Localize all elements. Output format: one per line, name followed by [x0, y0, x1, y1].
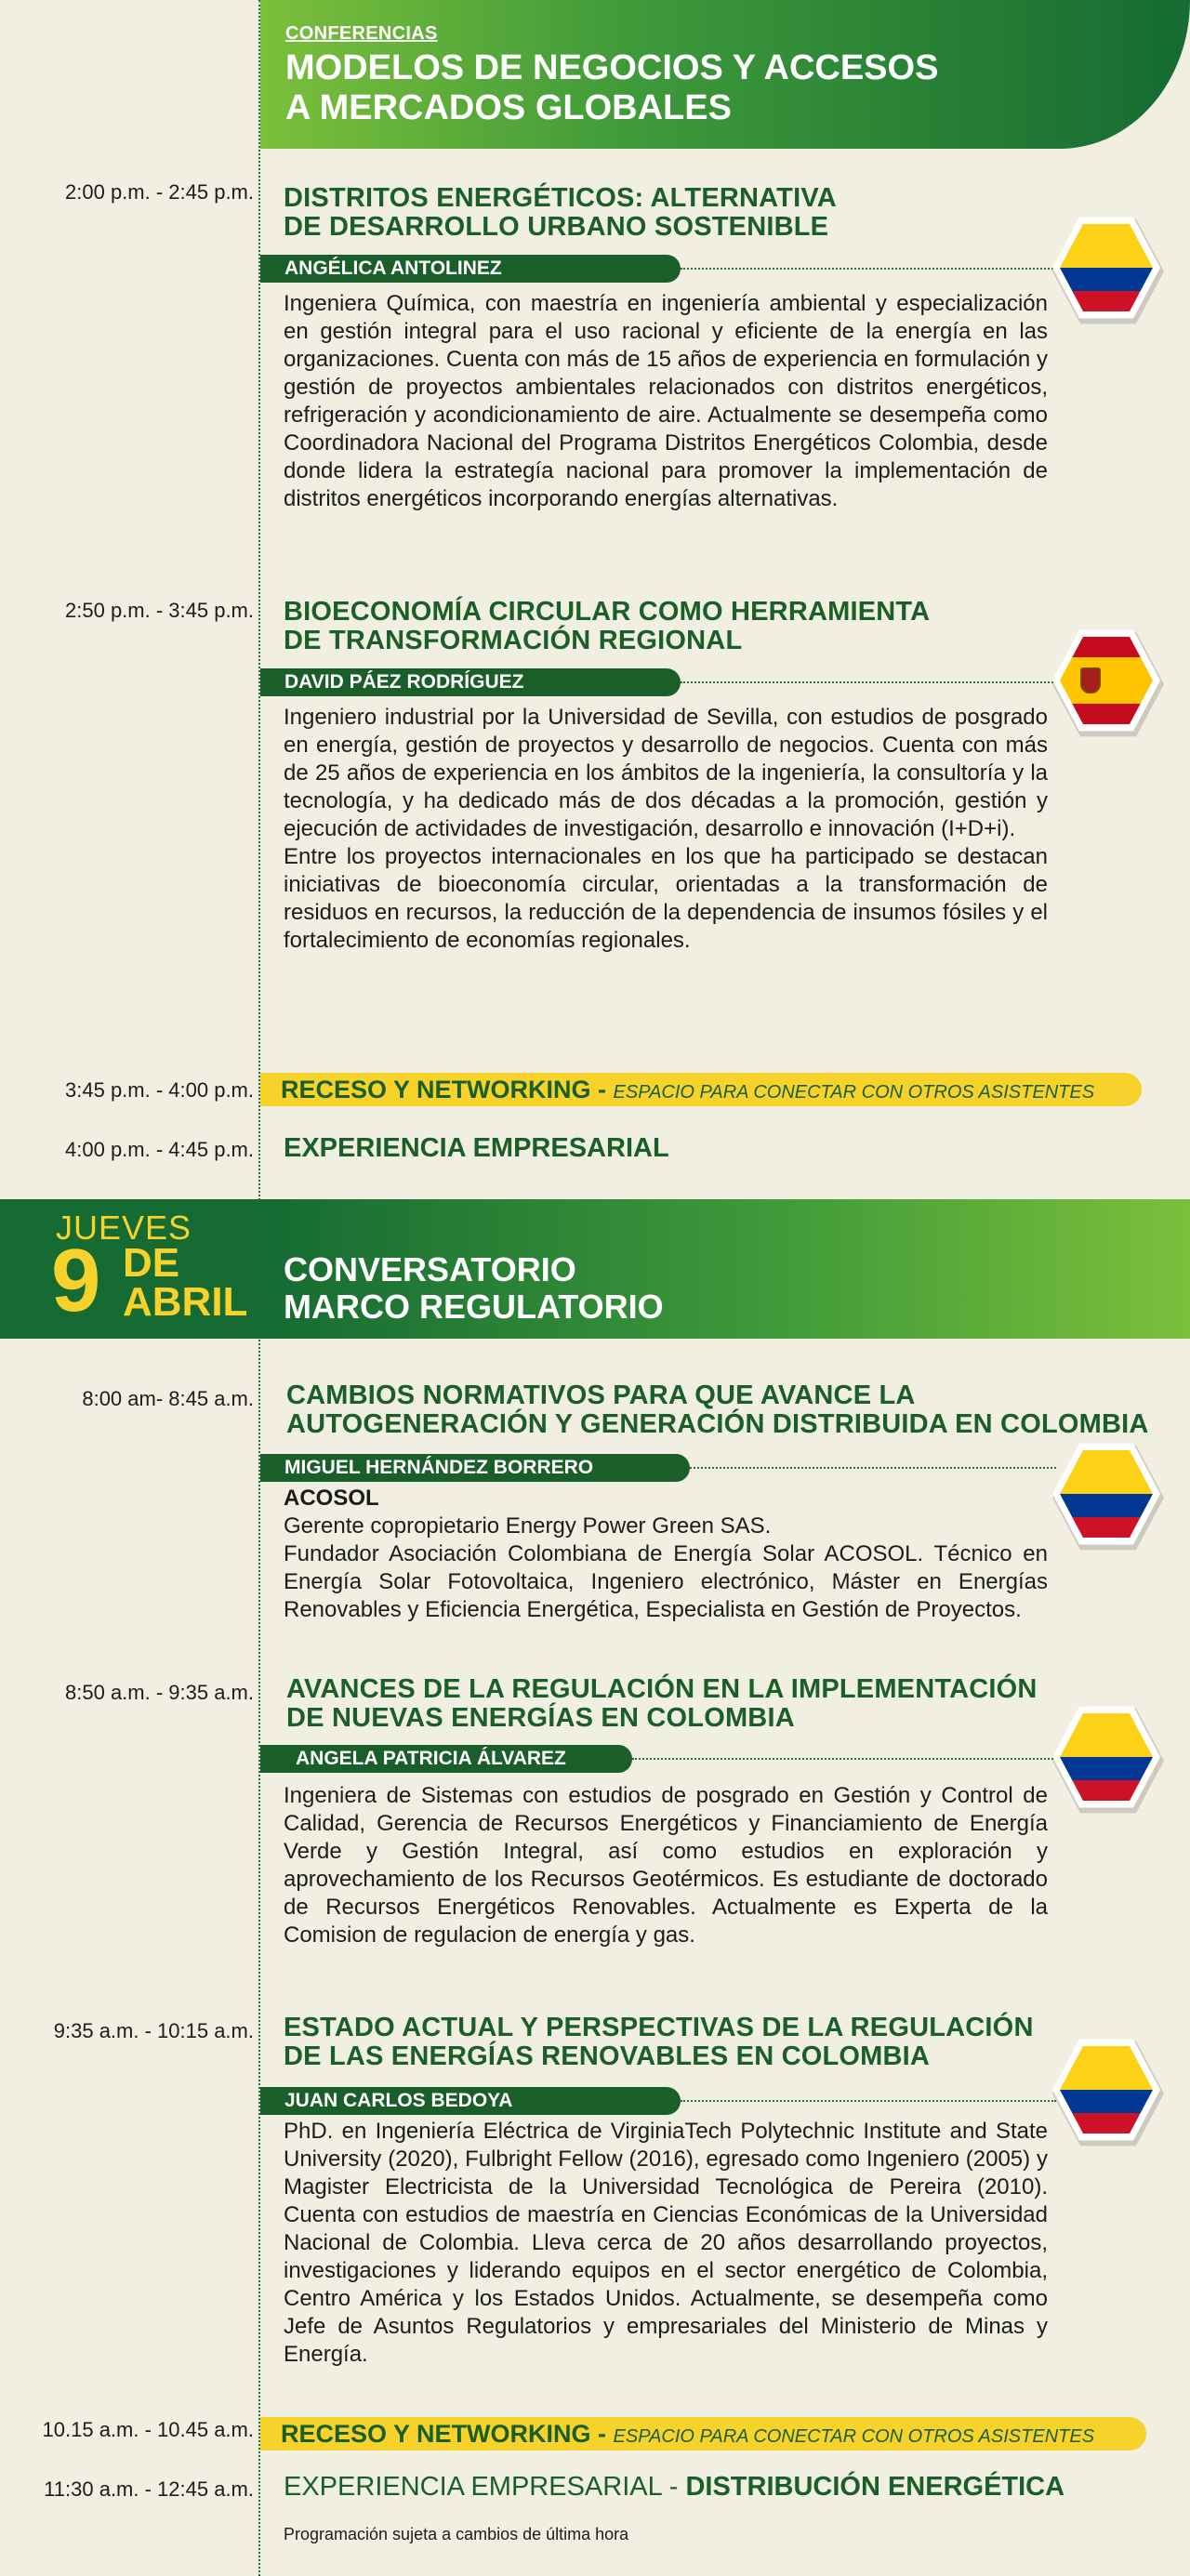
conversatorio-title-line2: MARCO REGULATORIO: [284, 1288, 664, 1326]
session-title: [286, 1381, 1170, 1439]
session-title: [284, 2014, 1167, 2071]
session-title-line2: DE DESARROLLO URBANO SOSTENIBLE: [284, 212, 829, 242]
session-title-line1: DISTRITOS ENERGÉTICOS: ALTERNATIVA: [284, 183, 837, 213]
session-time: 8:00 am- 8:45 a.m.: [82, 1387, 254, 1410]
header-kicker: CONFERENCIAS: [285, 23, 438, 44]
experience-label: [284, 2472, 1064, 2503]
day-month: [123, 1240, 248, 1325]
speaker-bio: Ingeniera de Sistemas con estudios de posgrado en Gestión y Control de Calidad, Gerencia de Recursos Energéticos y Financiamiento de Energía Verde y Gestión Integral, así como estudios en exploración y aprovechamiento de los Recursos Geotérmicos. Es estudiante de doctorado de Recursos Energéticos Renovables. Actualmente es Experta de la Comision de regulacion de energía y gas.: [284, 1783, 1048, 1948]
conversatorio-title: [284, 1251, 934, 1326]
speaker-name-bar: MIGUEL HERNÁNDEZ BORRERO: [260, 1454, 690, 1482]
speaker-bio: PhD. en Ingeniería Eléctrica de VirginiaTech Polytechnic Institute and State University (2020), Fulbright Fellow (2016), egresado como Ingeniero (2005) y Magister Electricista de la Universidad Tecnológica de Pereira (2010). Cuenta con estudios de maestría en Ciencias Económicas de la Universidad Nacional de Colombia. Lleva cerca de 20 años desarrollando proyectos, investigaciones y liderando equipos en el sector energético de Colombia, Centro América y los Estados Unidos. Actualmente, se desempeña como Jefe de Asuntos Regulatorios y empresariales del Ministerio de Minas y Energía.: [284, 2119, 1048, 2367]
session-title: [284, 184, 1167, 242]
speaker-connector: [681, 2100, 1056, 2102]
recess-time: 3:45 p.m. - 4:00 p.m.: [65, 1078, 254, 1102]
spain-crest-icon: [1080, 667, 1101, 694]
recess-time: 10.15 a.m. - 10.45 a.m.: [42, 2418, 254, 2441]
header-title-line2: A MERCADOS GLOBALES: [285, 88, 732, 127]
session-title-line2: AUTOGENERACIÓN Y GENERACIÓN DISTRIBUIDA EN COLOMBIA: [286, 1409, 1149, 1439]
session-title-line1: CAMBIOS NORMATIVOS PARA QUE AVANCE LA: [286, 1380, 916, 1410]
speaker-bio-paragraph: Entre los proyectos internacionales en los que ha participado se destacan iniciativas de bioeconomía circular, orientadas a la transformación de residuos en recursos, la reducción de la dependencia de insumos fósiles y el fortalecimiento de economías regionales.: [284, 844, 1048, 953]
experience-label: EXPERIENCIA EMPRESARIAL: [284, 1133, 669, 1163]
session-time: 9:35 a.m. - 10:15 a.m.: [53, 2019, 254, 2042]
speaker-name-bar: DAVID PÁEZ RODRÍGUEZ: [260, 668, 681, 696]
header-title-line1: MODELOS DE NEGOCIOS Y ACCESOS: [285, 48, 939, 87]
experience-time: 11:30 a.m. - 12:45 a.m.: [44, 2477, 254, 2501]
recess-title: RECESO Y NETWORKING -: [281, 1076, 614, 1103]
speaker-connector: [681, 268, 1056, 270]
speaker-connector: [690, 1467, 1056, 1469]
recess-banner: [260, 1073, 1142, 1106]
session-title-line1: BIOECONOMÍA CIRCULAR COMO HERRAMIENTA: [284, 597, 931, 627]
session-time: 2:50 p.m. - 3:45 p.m.: [65, 599, 254, 622]
day-number: 9: [51, 1231, 101, 1330]
session-title-line2: DE TRANSFORMACIÓN REGIONAL: [284, 626, 743, 655]
speaker-name-bar: ANGÉLICA ANTOLINEZ: [260, 255, 681, 283]
session-title-line2: DE NUEVAS ENERGÍAS EN COLOMBIA: [286, 1703, 795, 1733]
colombia-flag-fill: [1060, 221, 1153, 314]
session-title: [286, 1675, 1170, 1733]
speaker-organization: ACOSOL: [284, 1486, 379, 1511]
day-month-line2: ABRIL: [123, 1279, 248, 1325]
footer-note: Programación sujeta a cambios de última hora: [284, 2525, 629, 2543]
session-title-line1: ESTADO ACTUAL Y PERSPECTIVAS DE LA REGULACIÓN: [284, 2013, 1034, 2042]
recess-title: RECESO Y NETWORKING -: [281, 2420, 614, 2448]
conversatorio-title-line1: CONVERSATORIO: [284, 1250, 576, 1288]
experience-label-highlight: DISTRIBUCIÓN ENERGÉTICA: [685, 2472, 1065, 2502]
day-weekday: JUEVES: [56, 1209, 192, 1247]
speaker-name-bar: ANGELA PATRICIA ÁLVAREZ: [260, 1745, 632, 1773]
colombia-flag-fill: [1060, 2043, 1153, 2136]
speaker-bio-paragraph: Gerente copropietario Energy Power Green SAS.: [284, 1513, 772, 1539]
speaker-connector: [681, 681, 1056, 683]
speaker-bio-paragraph: Ingeniero industrial por la Universidad de Sevilla, con estudios de posgrado en energía, gestión de proyectos y desarrollo de negocios. Cuenta con más de 25 años de experiencia en los ámbitos de la ingeniería, la consultoría y la tecnología, y ha dedicado más de dos décadas a la promoción, gestión y ejecución de actividades de investigación, desarrollo e innovación (I+D+i).: [284, 705, 1048, 841]
recess-banner: [260, 2417, 1146, 2451]
speaker-bio: [284, 1485, 1048, 1624]
speaker-bio: [284, 704, 1048, 955]
header-title: [285, 48, 1122, 128]
session-time: 8:50 a.m. - 9:35 a.m.: [65, 1681, 254, 1704]
experience-label-text: EXPERIENCIA EMPRESARIAL -: [284, 2472, 686, 2502]
speaker-name-bar: JUAN CARLOS BEDOYA: [260, 2087, 681, 2115]
spain-flag-fill: [1060, 634, 1153, 727]
session-title-line1: AVANCES DE LA REGULACIÓN EN LA IMPLEMENTACIÓN: [286, 1674, 1038, 1704]
speaker-bio: Ingeniera Química, con maestría en ingeniería ambiental y especialización en gestión integral para el uso racional y eficiente de la energía en las organizaciones. Cuenta con más de 15 años de experiencia en formulación y gestión de proyectos ambientales relacionados con distritos energéticos, refrigeración y acondicionamiento de aire. Actualmente se desempeña como Coordinadora Nacional del Programa Distritos Energéticos Colombia, desde donde lidera la estrategía nacional para promover la implementación de distritos energéticos incorporando energías alternativas.: [284, 291, 1048, 511]
colombia-flag-fill: [1060, 1711, 1153, 1803]
session-title: [284, 598, 1167, 655]
colombia-flag-fill: [1060, 1447, 1153, 1540]
speaker-connector: [632, 1758, 1056, 1760]
session-time: 2:00 p.m. - 2:45 p.m.: [65, 180, 254, 204]
experience-time: 4:00 p.m. - 4:45 p.m.: [65, 1138, 254, 1161]
day-month-line1: DE: [123, 1240, 180, 1286]
session-title-line2: DE LAS ENERGÍAS RENOVABLES EN COLOMBIA: [284, 2041, 931, 2071]
speaker-bio-paragraph: Fundador Asociación Colombiana de Energía Solar ACOSOL. Técnico en Energía Solar Fotovoltaica, Ingeniero electrónico, Máster en Energías Renovables y Eficiencia Energética, Especialista en Gestión de Proyectos.: [284, 1541, 1048, 1622]
recess-subtitle: ESPACIO PARA CONECTAR CON OTROS ASISTENTES: [613, 2426, 1095, 2447]
recess-subtitle: ESPACIO PARA CONECTAR CON OTROS ASISTENTES: [613, 1082, 1095, 1103]
